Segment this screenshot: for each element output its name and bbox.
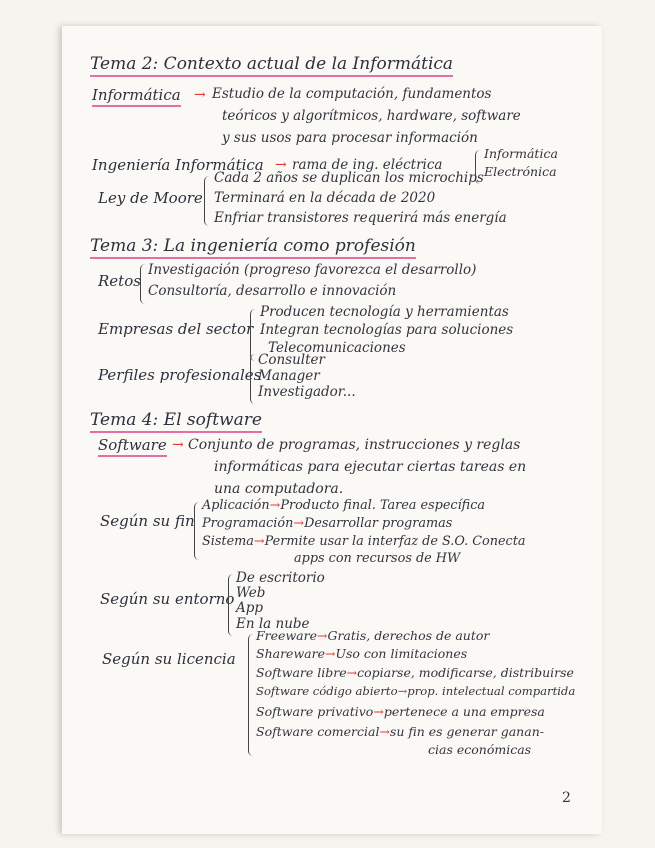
arrow-icon: → xyxy=(275,157,287,173)
informatica-def-line1: Estudio de la computación, fundamentos xyxy=(212,86,492,102)
licencia-line4: Software código abierto→prop. intelectual compartida xyxy=(256,684,576,698)
informatica-term: Informática xyxy=(92,88,181,103)
informatica-def-line3: y sus usos para procesar información xyxy=(222,130,478,146)
empresas-line2: Integran tecnologías para soluciones xyxy=(260,322,514,338)
retos-line1: Investigación (progreso favorezca el desarrollo) xyxy=(148,262,477,278)
software-def-line1: Conjunto de programas, instrucciones y reglas xyxy=(188,437,521,453)
empresas-term: Empresas del sector xyxy=(98,320,254,338)
brace xyxy=(194,502,201,560)
software-def-line3: una computadora. xyxy=(214,481,344,497)
moore-line1: Cada 2 años se duplican los microchips xyxy=(214,170,484,186)
empresas-line3: Telecomunicaciones xyxy=(268,340,406,356)
entorno-line4: En la nube xyxy=(236,616,310,632)
licencia-line2: Shareware→Uso con limitaciones xyxy=(256,646,468,661)
brace xyxy=(250,354,257,404)
arrow-icon: → xyxy=(194,87,206,103)
perfiles-line2: Manager xyxy=(258,368,320,384)
tema2-title: Tema 2: Contexto actual de la Informática xyxy=(90,54,453,77)
tema4-title: Tema 4: El software xyxy=(90,410,262,433)
arrow-icon: → xyxy=(172,437,184,453)
fin-line2: Programación→Desarrollar programas xyxy=(202,516,453,531)
segun-fin-term: Según su fin xyxy=(100,512,195,530)
ingenieria-term: Ingeniería Informática xyxy=(92,156,264,174)
ingenieria-branch-2: Electrónica xyxy=(484,164,557,179)
fin-line3: Sistema→Permite usar la interfaz de S.O. Conecta xyxy=(202,534,526,549)
segun-licencia-term: Según su licencia xyxy=(102,650,236,668)
entorno-line1: De escritorio xyxy=(236,570,325,586)
entorno-line3: App xyxy=(236,600,264,616)
moore-line3: Enfriar transistores requerirá más energía xyxy=(214,210,507,226)
page-number: 2 xyxy=(562,790,571,806)
retos-line2: Consultoría, desarrollo e innovación xyxy=(148,283,397,299)
perfiles-term: Perfiles profesionales xyxy=(98,366,262,384)
informatica-def-line2: teóricos y algorítmicos, hardware, software xyxy=(222,108,521,124)
notebook-page xyxy=(62,26,602,834)
tema3-heading xyxy=(90,238,416,255)
moore-line2: Terminará en la década de 2020 xyxy=(214,190,436,206)
licencia-line3: Software libre→copiarse, modificarse, distribuirse xyxy=(256,665,574,680)
licencia-line6: Software comercial→su fin es generar ganan- xyxy=(256,724,544,739)
brace xyxy=(204,176,211,226)
empresas-line1: Producen tecnología y herramientas xyxy=(260,304,509,320)
perfiles-line1: Consulter xyxy=(258,352,325,368)
licencia-line7: cias económicas xyxy=(428,742,532,757)
fin-line4: apps con recursos de HW xyxy=(294,551,461,566)
segun-entorno-term: Según su entorno xyxy=(100,590,235,608)
brace xyxy=(140,264,147,304)
tema4-heading xyxy=(90,412,262,429)
brace xyxy=(248,634,255,756)
ingenieria-branch-1: Informática xyxy=(484,146,558,161)
software-def-line2: informáticas para ejecutar ciertas tareas en xyxy=(214,459,527,475)
ingenieria-def: rama de ing. eléctrica xyxy=(292,157,443,173)
tema2-heading xyxy=(90,56,453,73)
licencia-line1: Freeware→Gratis, derechos de autor xyxy=(256,628,490,643)
software-term: Software xyxy=(98,438,167,453)
brace xyxy=(228,574,235,636)
moore-term: Ley de Moore xyxy=(98,189,203,207)
fin-line1: Aplicación→Producto final. Tarea específica xyxy=(202,498,485,513)
entorno-line2: Web xyxy=(236,585,266,601)
licencia-line5: Software privativo→pertenece a una empresa xyxy=(256,704,545,719)
tema3-title: Tema 3: La ingeniería como profesión xyxy=(90,236,416,259)
retos-term: Retos xyxy=(98,272,141,290)
perfiles-line3: Investigador... xyxy=(258,384,356,400)
